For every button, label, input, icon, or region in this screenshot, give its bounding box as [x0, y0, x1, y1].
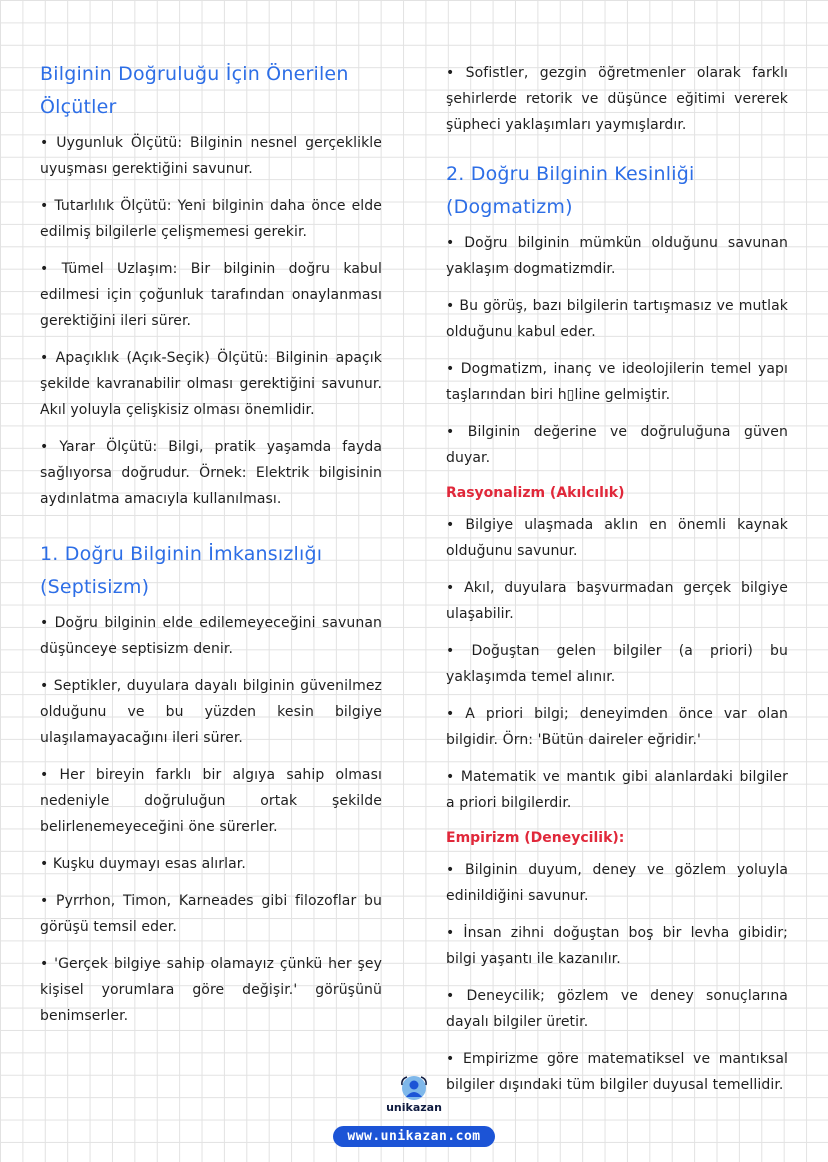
paragraph: • Matematik ve mantık gibi alanlardaki bilgiler a priori bilgilerdir.: [446, 769, 788, 811]
paragraph: • Doğuştan gelen bilgiler (a priori) bu yaklaşımda temel alınır.: [446, 643, 788, 685]
paragraph: • Apaçıklık (Açık-Seçik) Ölçütü: Bilginin apaçık şekilde kavranabilir olması gerektiğini savunur. Akıl yoluyla çelişkisiz olması önemlidir.: [40, 350, 382, 418]
rationalism-subheading: Rasyonalizm (Akılcılık): [446, 485, 625, 501]
paragraph: • Doğru bilginin elde edilemeyeceğini savunan düşünceye septisizm denir.: [40, 615, 382, 657]
paragraph: • Dogmatizm, inanç ve ideolojilerin temel yapı taşlarından biri h▯line gelmiştir.: [446, 361, 788, 403]
paragraph: • Bu görüş, bazı bilgilerin tartışmasız ve mutlak olduğunu kabul eder.: [446, 298, 788, 340]
criteria-heading: Bilginin Doğruluğu İçin Önerilen Ölçütler: [40, 63, 349, 118]
paragraph: • Septikler, duyulara dayalı bilginin güvenilmez olduğunu ve bu yüzden kesin bilgiye ulaşılamayacağını ileri sürer.: [40, 678, 382, 746]
paragraph: • Bilginin değerine ve doğruluğuna güven duyar.: [446, 424, 788, 466]
paragraph: • 'Gerçek bilgiye sahip olamayız çünkü her şey kişisel yorumlara göre değişir.' görüşünü benimserler.: [40, 956, 382, 1024]
septicism-heading: 1. Doğru Bilginin İmkansızlığı (Septisizm): [40, 543, 323, 598]
head-figure-icon: [399, 1075, 429, 1101]
left-column: [40, 58, 382, 1040]
paragraph: • Sofistler, gezgin öğretmenler olarak farklı şehirlerde retorik ve düşünce eğitimi vererek şüpheci yaklaşımları yaymışlardır.: [446, 65, 788, 133]
paragraph: • Pyrrhon, Timon, Karneades gibi filozoflar bu görüşü temsil eder.: [40, 893, 382, 935]
paragraph: • Uygunluk Ölçütü: Bilginin nesnel gerçeklikle uyuşması gerektiğini savunur.: [40, 135, 382, 177]
paragraph: • Kuşku duymayı esas alırlar.: [40, 856, 246, 872]
dogmatism-heading: 2. Doğru Bilginin Kesinliği (Dogmatizm): [446, 163, 695, 218]
paragraph: • Bilgiye ulaşmada aklın en önemli kaynak olduğunu savunur.: [446, 517, 788, 559]
paragraph: • Tutarlılık Ölçütü: Yeni bilginin daha önce elde edilmiş bilgilerle çelişmemesi gerekir.: [40, 198, 382, 240]
paragraph: • Bilginin duyum, deney ve gözlem yoluyla edinildiğini savunur.: [446, 862, 788, 904]
brand-name: unikazan: [386, 1101, 442, 1114]
paragraph: • A priori bilgi; deneyimden önce var olan bilgidir. Örn: 'Bütün daireler eğridir.': [446, 706, 788, 748]
paragraph: • Empirizme göre matematiksel ve mantıksal bilgiler dışındaki tüm bilgiler duyusal temellidir.: [446, 1051, 788, 1093]
empiricism-subheading: Empirizm (Deneycilik):: [446, 830, 625, 846]
paragraph: • Deneycilik; gözlem ve deney sonuçlarına dayalı bilgiler üretir.: [446, 988, 788, 1030]
right-column: [446, 60, 788, 1109]
paragraph: • Tümel Uzlaşım: Bir bilginin doğru kabul edilmesi için çoğunluk tarafından onaylanması gerektiğini ileri sürer.: [40, 261, 382, 329]
paragraph: • İnsan zihni doğuştan boş bir levha gibidir; bilgi yaşantı ile kazanılır.: [446, 925, 788, 967]
paragraph: • Doğru bilginin mümkün olduğunu savunan yaklaşım dogmatizmdir.: [446, 235, 788, 277]
paragraph: • Akıl, duyulara başvurmadan gerçek bilgiye ulaşabilir.: [446, 580, 788, 622]
footer: [0, 1075, 828, 1147]
paragraph: • Her bireyin farklı bir algıya sahip olması nedeniyle doğruluğun ortak şekilde belirlenemeyeceğini öne sürerler.: [40, 767, 382, 835]
paragraph: • Yarar Ölçütü: Bilgi, pratik yaşamda fayda sağlıyorsa doğrudur. Örnek: Elektrik bilgisinin aydınlatma amacıyla kullanılması.: [40, 439, 382, 507]
website-link[interactable]: www.unikazan.com: [333, 1126, 494, 1147]
